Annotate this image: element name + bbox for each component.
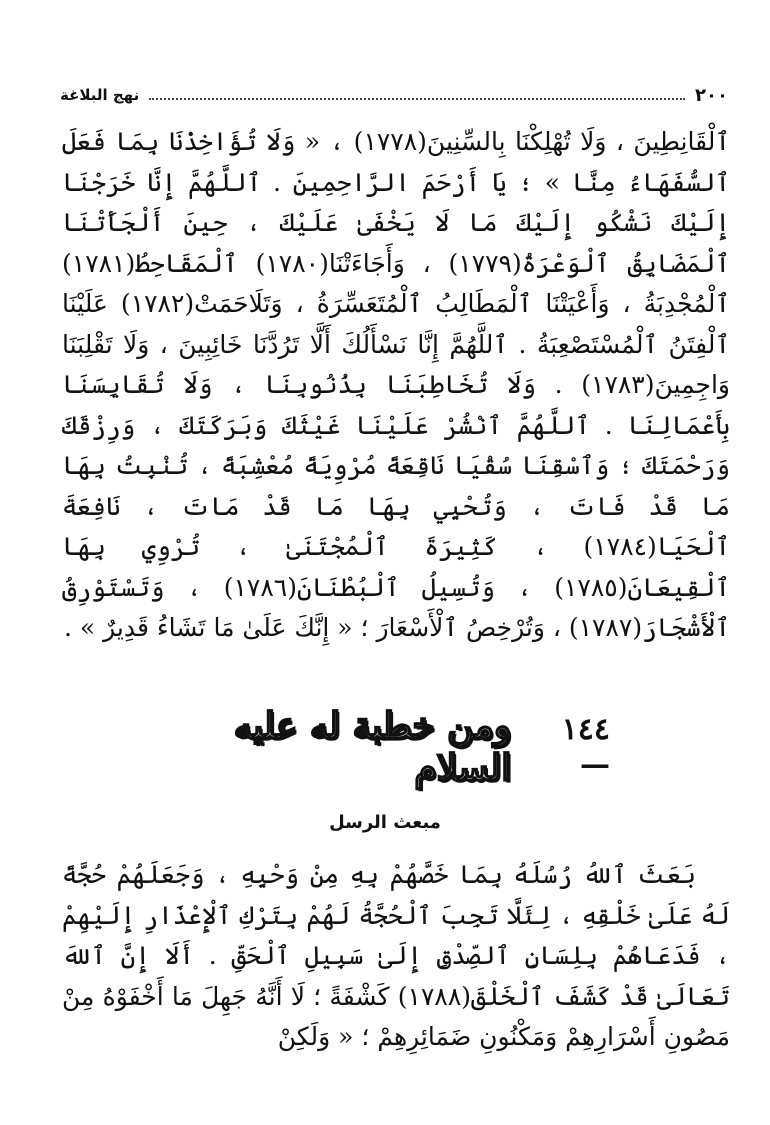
header-dotted-rule bbox=[149, 98, 685, 100]
section-title: ومن خطبة له عليه السلام bbox=[233, 705, 512, 789]
section-heading bbox=[160, 705, 610, 789]
section-number: ١٤٤ — bbox=[561, 712, 610, 782]
sermon-text-lower bbox=[62, 855, 730, 1070]
sermon-text-upper: ٱلْقَانِطِينَ ، وَلَا تُهْلِكْنَا بِالسِّنِينَ(١٧٧٨) ، « وَلَا تُؤَاخِذْنَا بِمَا فَعَلَ ٱلسُّفَهَاءُ مِنَّا » ؛ يَا أَرْحَمَ الرَّاحِمِينَ . ٱللَّهُمَّ إِنَّا خَرَجْنَا إِلَيْكَ نَشْكُو إِلَيْكَ مَا لَا يَخْفَىٰ عَلَيْكَ ، حِينَ أَلْجَأَتْنَا ٱلْمَضَايِقُ ٱلْوَعْرَةُ(١٧٧٩) ، وَأَجَاءَتْنَا(١٧٨٠) ٱلْمَقَاحِطُ(١٧٨١) ٱلْمُجْدِبَةُ ، وَأَعْيَتْنَا ٱلْمَطَالِبُ ٱلْمُتَعَسِّرَةُ ، وَتَلَاحَمَتْ(١٧٨٢) عَلَيْنَا ٱلْفِتَنُ ٱلْمُسْتَصْعِبَةُ . ٱللَّهُمَّ إِنَّا نَسْأَلُكَ أَلَّا تَرُدَّنَا خَائِبِينَ ، وَلَا تَقْلِبَنَا وَاجِمِينَ(١٧٨٣) . وَلَا تُخَاطِبَنَا بِذُنُوبِنَا ، وَلَا تُقَايِسَنَا بِأَعْمَالِنَا . ٱللَّهُمَّ ٱنْشُرْ عَلَيْنَا غَيْثَكَ وَبَرَكَتَكَ ، وَرِزْقَكَ وَرَحْمَتَكَ ؛ وَٱسْقِنَا سُقْيَا نَاقِعَةً مُرْوِيَةً مُعْشِبَةً ، تُنْبِتُ بِهَا مَا قَدْ فَاتَ ، وَتُحْيِي بِهَا مَا قَدْ مَاتَ ، نَافِعَةَ ٱلْحَيَا(١٧٨٤) ، كَثِيرَةَ ٱلْمُجْتَنَىٰ ، تُرْوِي بِهَا ٱلْقِيعَانَ(١٧٨٥) ، وَتُسِيلُ ٱلْبُطْنَانَ(١٧٨٦) ، وَتَسْتَوْرِقُ ٱلْأَشْجَارَ(١٧٨٧) ، وَتُرْخِصُ ٱلْأَسْعَارَ ؛ « إِنَّكَ عَلَىٰ مَا تَشَاءُ قَدِيرٌ » . bbox=[62, 127, 730, 642]
page-number: ٢٠٠ bbox=[695, 84, 728, 106]
sermon-text-lower-content: بَعَثَ ٱللهُ رُسُلَهُ بِمَا خَصَّهُمْ بِهِ مِنْ وَحْيِهِ ، وَجَعَلَهُمْ حُجَّةً لَهُ عَلَىٰ خَلْقِهِ ، لِئَلَّا تَجِبَ ٱلْحُجَّةُ لَهُمْ بِتَرْكِ ٱلْإِعْذَارِ إِلَيْهِمْ ، فَدَعَاهُمْ بِلِسَانِ ٱلصِّدْقِ إِلَىٰ سَبِيلِ ٱلْحَقِّ . أَلَا إِنَّ ٱللهَ تَعَالَىٰ قَدْ كَشَفَ ٱلْخَلْقَ(١٧٨٨) كَشْفَةً ؛ لَا أَنَّهُ جَهِلَ مَا أَخْفَوْهُ مِنْ مَصُونِ أَسْرَارِهِمْ وَمَكْنُونِ ضَمَائِرِهِمْ ؛ « وَلَكِنْ bbox=[62, 860, 731, 1051]
page-header bbox=[60, 78, 728, 112]
running-title: نهج البلاغة bbox=[60, 86, 140, 104]
sub-heading: مبعث الرسل bbox=[329, 812, 441, 833]
